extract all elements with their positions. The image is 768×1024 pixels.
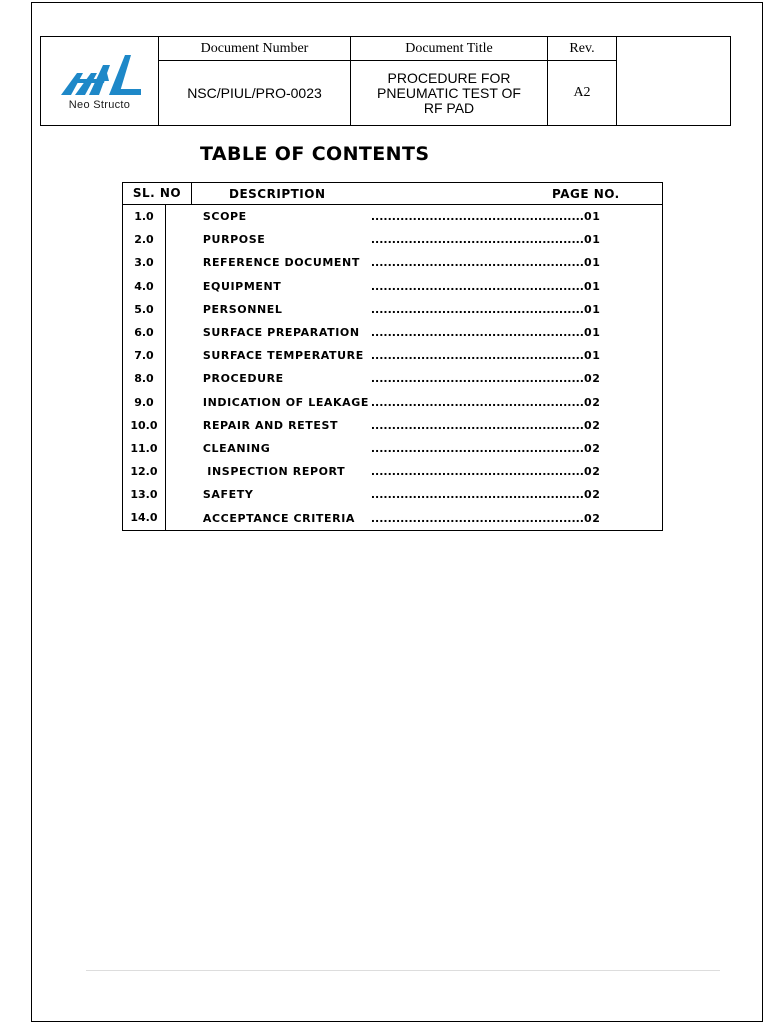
toc-page-number: 01: [584, 210, 601, 224]
toc-description: INDICATION OF LEAKAGE: [202, 395, 370, 409]
toc-page-number: 01: [584, 233, 601, 247]
toc-dot-leader: ...................................................: [370, 511, 584, 525]
toc-row: [166, 483, 662, 506]
toc-page-number: 01: [584, 279, 601, 293]
toc-dot-leader: ...................................................: [370, 418, 584, 432]
toc-dot-leader: ...................................................: [370, 372, 584, 386]
company-name: Neo Structo: [68, 99, 131, 111]
toc-page-number: 02: [584, 418, 601, 432]
doc-title-line: PNEUMATIC TEST OF: [377, 84, 521, 101]
toc-description: SURFACE TEMPERATURE: [202, 349, 364, 363]
toc-page-number: 02: [584, 465, 601, 479]
doc-title-label: Document Title: [351, 37, 548, 61]
toc-description: PROCEDURE: [202, 372, 284, 386]
toc-sl-number: 11.0: [130, 441, 158, 455]
toc-description: PURPOSE: [202, 233, 266, 247]
rev-value: A2: [548, 61, 617, 126]
doc-title-value: [351, 61, 548, 126]
toc-sl-number: 9.0: [134, 395, 154, 409]
toc-sl-number: 4.0: [134, 279, 154, 293]
toc-sl-number: 6.0: [134, 325, 154, 339]
doc-title-line: PROCEDURE FOR: [387, 69, 511, 86]
toc-description: PERSONNEL: [202, 302, 283, 316]
description-column: [166, 205, 662, 530]
toc-row: [166, 391, 662, 414]
document-header: [40, 36, 731, 126]
toc-row: [166, 344, 662, 367]
toc-row: [166, 460, 662, 483]
toc-description: SAFETY: [202, 488, 254, 502]
toc-page-number: 01: [584, 302, 601, 316]
toc-description: SURFACE PREPARATION: [202, 326, 360, 340]
toc-page-number: 02: [584, 441, 601, 455]
toc-row: [166, 367, 662, 390]
footer-divider: [86, 970, 720, 971]
toc-header-row: [123, 183, 662, 205]
toc-page-number: 02: [584, 511, 601, 525]
toc-description: INSPECTION REPORT: [202, 465, 346, 479]
toc-dot-leader: ...................................................: [370, 465, 584, 479]
toc-dot-leader: ...................................................: [370, 210, 584, 224]
toc-row: [166, 437, 662, 460]
toc-sl-number: 5.0: [134, 302, 154, 316]
toc-sl-number: 10.0: [130, 418, 158, 432]
toc-sl-number: 13.0: [130, 488, 158, 502]
toc-dot-leader: ...................................................: [370, 326, 584, 340]
toc-sl-number: 7.0: [134, 349, 154, 363]
toc-description: REPAIR AND RETEST: [202, 418, 339, 432]
toc-sl-number: 14.0: [130, 511, 158, 525]
col-header-description: DESCRIPTION: [229, 186, 326, 201]
toc-dot-leader: ...................................................: [370, 302, 584, 316]
toc-page-number: 02: [584, 395, 601, 409]
toc-row: [166, 228, 662, 251]
toc-description: ACCEPTANCE CRITERIA: [202, 511, 356, 525]
toc-sl-number: 3.0: [134, 256, 154, 270]
toc-sl-number: 8.0: [134, 372, 154, 386]
doc-title-line: RF PAD: [423, 99, 475, 116]
col-header-page: PAGE NO.: [552, 186, 620, 201]
toc-dot-leader: ...................................................: [370, 349, 584, 363]
blank-cell: [617, 37, 731, 126]
toc-description: SCOPE: [202, 210, 247, 224]
toc-body: [123, 205, 662, 530]
toc-sl-number: 2.0: [134, 233, 154, 247]
toc-title: TABLE OF CONTENTS: [200, 143, 430, 165]
toc-row: [166, 275, 662, 298]
toc-dot-leader: ...................................................: [370, 233, 584, 247]
toc-row: [166, 251, 662, 274]
toc-row: [166, 321, 662, 344]
company-logo: [41, 51, 158, 111]
toc-sl-number: 1.0: [134, 210, 154, 223]
toc-row: [166, 205, 662, 228]
toc-dot-leader: ...................................................: [370, 488, 584, 502]
toc-dot-leader: ...................................................: [370, 256, 584, 270]
rev-label: Rev.: [548, 37, 617, 61]
toc-page-number: 01: [584, 349, 601, 363]
toc-dot-leader: ...................................................: [370, 395, 584, 409]
toc-description: EQUIPMENT: [202, 279, 282, 293]
toc-sl-number: 12.0: [130, 465, 158, 479]
nsl-logo-mark-icon: [57, 51, 143, 101]
toc-row: [166, 506, 662, 529]
toc-page-number: 01: [584, 326, 601, 340]
toc-description: REFERENCE DOCUMENT: [202, 256, 360, 270]
col-header-sl: SL. NO: [123, 183, 192, 204]
doc-number-value: NSC/PIUL/PRO-0023: [159, 61, 351, 126]
toc-row: [166, 298, 662, 321]
toc-page-number: 01: [584, 256, 601, 270]
toc-dot-leader: ...................................................: [370, 279, 584, 293]
toc-page-number: 02: [584, 372, 601, 386]
doc-number-label: Document Number: [159, 37, 351, 61]
toc-dot-leader: ...................................................: [370, 441, 584, 455]
toc-table: [122, 182, 663, 531]
toc-row: [166, 414, 662, 437]
toc-page-number: 02: [584, 488, 601, 502]
toc-description: CLEANING: [202, 441, 271, 455]
logo-cell: [41, 37, 159, 126]
sl-column: [123, 205, 166, 530]
